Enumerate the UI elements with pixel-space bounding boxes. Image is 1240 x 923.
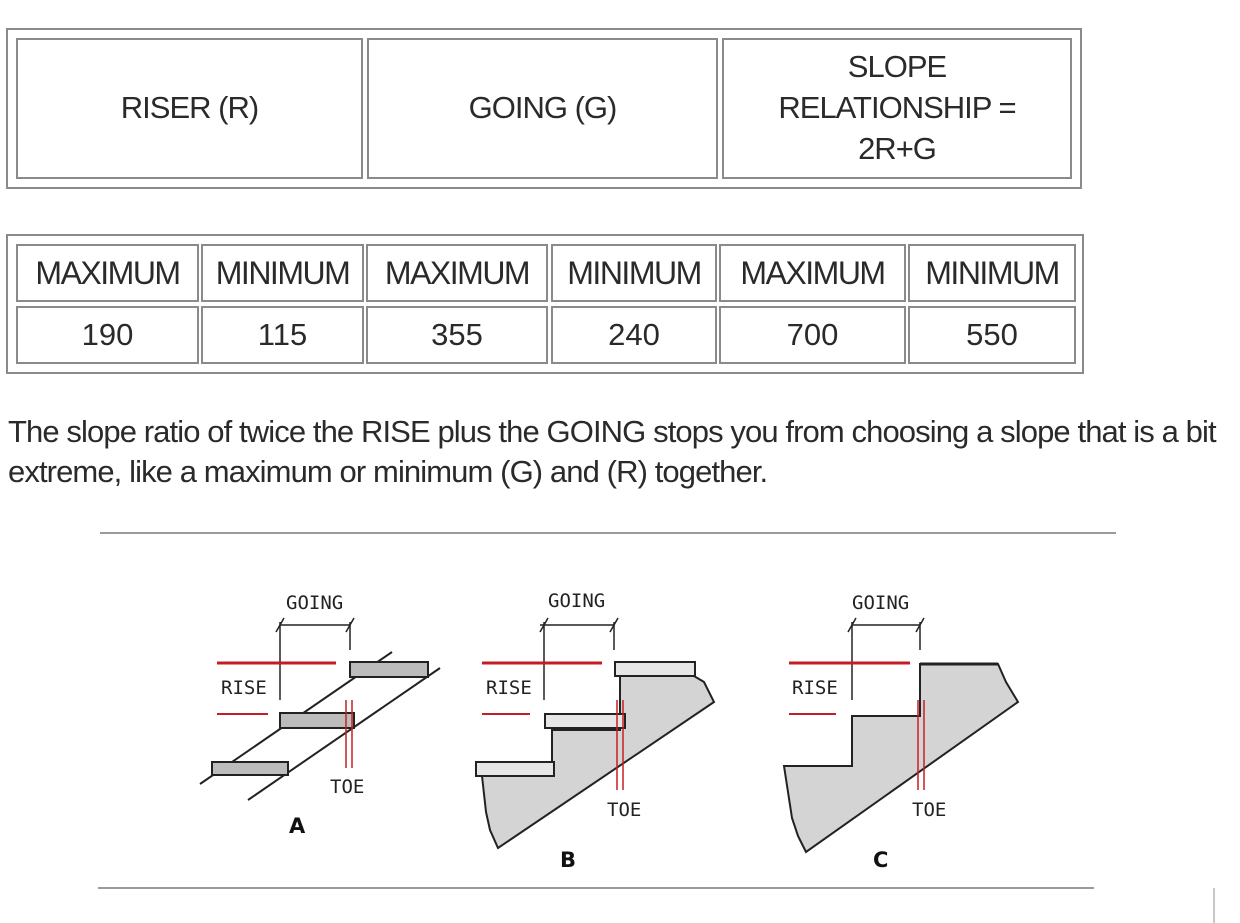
riser-min-label: MINIMUM (201, 244, 364, 302)
going-min-value: 240 (551, 306, 717, 364)
going-max-value: 355 (366, 306, 548, 364)
going-max-label: MAXIMUM (366, 244, 548, 302)
caption-b: B (560, 848, 577, 872)
riser-max-value: 190 (16, 306, 199, 364)
stair-diagram-c (784, 592, 1018, 872)
slope-max-label: MAXIMUM (719, 244, 906, 302)
rise-label-a: RISE (221, 677, 267, 699)
riser-min-value: 115 (201, 306, 364, 364)
slope-header-line-2: RELATIONSHIP = (778, 90, 1016, 126)
going-min-label: MINIMUM (551, 244, 717, 302)
rise-label-c: RISE (792, 677, 838, 699)
explanation-paragraph: The slope ratio of twice the RISE plus the GOING stops you from choosing a slope that is a bit extreme, like a maximum or minimum (G) and (R) together. (8, 414, 1216, 489)
divider-bottom (98, 887, 1094, 889)
caption-a: A (289, 814, 306, 838)
caption-c: C (873, 848, 889, 872)
riser-header-text: RISER (R) (120, 90, 259, 126)
scrollbar-edge (1213, 888, 1215, 923)
toe-label-a: TOE (330, 776, 365, 798)
slope-header-line-1: SLOPE (847, 49, 947, 85)
going-label-b: GOING (548, 590, 606, 612)
slope-min-value: 550 (908, 306, 1076, 364)
stair-diagram-b (476, 590, 714, 872)
rise-label-b: RISE (486, 677, 532, 699)
slope-max-value: 700 (719, 306, 906, 364)
toe-label-b: TOE (607, 799, 642, 821)
going-label-c: GOING (852, 592, 910, 614)
riser-max-label: MAXIMUM (16, 244, 199, 302)
stair-diagram-a (200, 592, 440, 838)
going-label-a: GOING (286, 592, 344, 614)
going-header-text: GOING (G) (468, 90, 617, 126)
slope-header-line-3: 2R+G (858, 130, 936, 166)
slope-min-label: MINIMUM (908, 244, 1076, 302)
toe-label-c: TOE (912, 799, 947, 821)
